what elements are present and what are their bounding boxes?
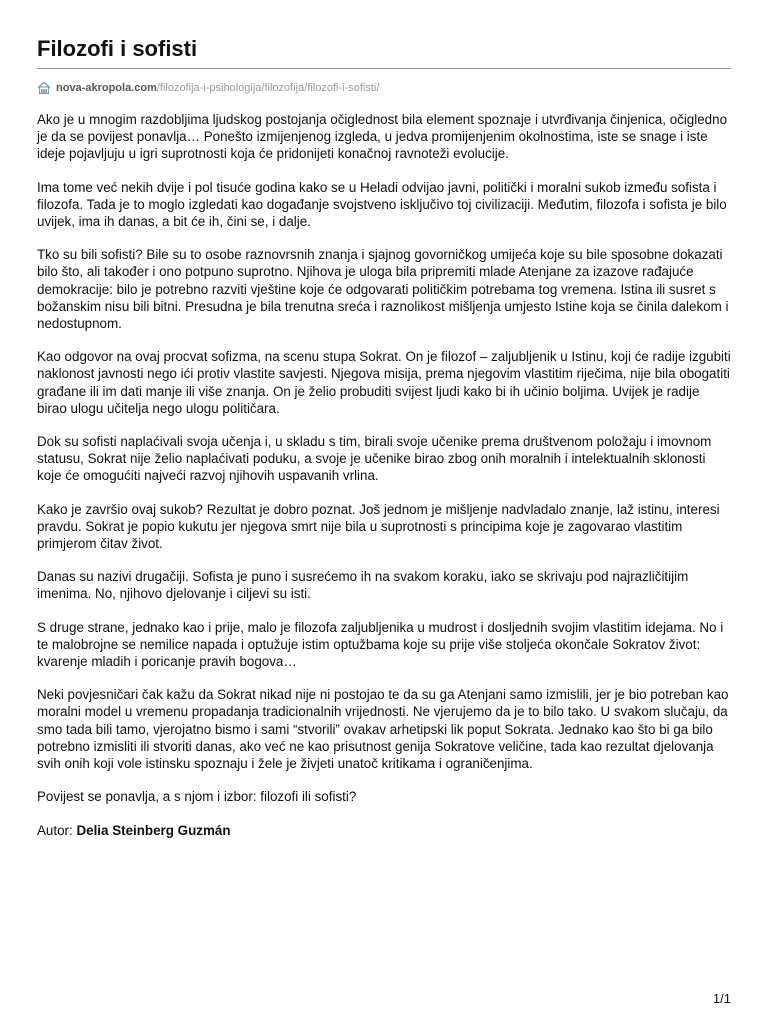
paragraph: Danas su nazivi drugačiji. Sofista je puno i susrećemo ih na svakom koraku, iako se skrivaju pod najrazličitijim imenima. No, njihovo djelovanje i ciljevi su isti. [37, 569, 689, 602]
author-name: Delia Steinberg Guzmán [76, 822, 231, 838]
paragraph: Dok su sofisti naplaćivali svoja učenja i, u skladu s tim, birali svoje učenike prema društvenom položaju i imovnom statusu, Sokrat nije želio naplaćivati poduku, a svoje je učenike birao zbog onih moralnih i intelektualnih sklonosti koje će omogućiti najveći razvoj njihovih uspavanih vrlina. [37, 434, 712, 484]
source-link[interactable] [37, 78, 379, 98]
paragraph: S druge strane, jednako kao i prije, malo je filozofa zaljubljenika u mudrost i dosljednih svojim vlastitim idejama. No i te malobrojne se nemilice napada i optužuje istim optužbama koje su prije više stoljeća okončale Sokratov život: kvarenje mladih i poricanje pravih bogova… [37, 619, 724, 670]
source-path[interactable]: /filozofija-i-psihologija/filozofija/filozofi-i-sofisti/ [156, 82, 380, 94]
paragraph: Ako je u mnogim razdobljima ljudskog postojanja očiglednost bila element spoznaje i utvrđivanja činjenica, očigledno je da se povijest ponavlja… Ponešto izmijenjenog izgleda, u jedva promijenjenim okolnostima, iste se snage i iste ideje pojavljuju u igri suprotnosti koja će pridonijeti konačnoj ravnoteži evolucije. [37, 112, 728, 162]
paragraph: Neki povjesničari čak kažu da Sokrat nikad nije ni postojao te da su ga Atenjani samo izmislili, jer je bio potreban kao moralni model u vremenu propadanja tradicionalnih vrijednosti. Ne vjerujemo da je to bilo tako. U svakom slučaju, da smo tada bili tamo, vjerojatno bismo i sami “stvorili” ovakav arhetipski lik poput Sokrata. Jednako kao što bi ga bilo potrebno izmisliti ili stvoriti danas, ako već ne kao prisutnost genija Sokratove veličine, tada kao rezultat djelovanja svih onih koji vole istinsku spoznaju i žele je živjeti unatoč kritikama i ograničenjima. [37, 687, 729, 772]
home-icon [37, 81, 51, 95]
title-divider [37, 68, 731, 69]
paragraph: Kako je završio ovaj sukob? Rezultat je dobro poznat. Još jednom je mišljenje nadvladalo znanje, laž istinu, interesi pravdu. Sokrat je popio kukutu jer njegova smrt nije bila u suprotnosti s principima koje je zagovarao vlastitim primjerom čitav život. [37, 501, 720, 552]
article-body [37, 111, 731, 855]
page-number: 1/1 [712, 991, 731, 1006]
paragraph: Kao odgovor na ovaj procvat sofizma, na scenu stupa Sokrat. On je filozof – zaljubljenik u Istinu, koji će radije izgubiti naklonost javnosti nego ići protiv vlastite savjesti. Njegova misija, prema njegovim vlastitim riječima, nije bila obogatiti građane ili im dati manje ili više znanja. On je želio probuditi svijest ljudi kako bi ih učinio boljima. Uvijek je radije birao ulogu učitelja nego ulogu političara. [37, 349, 731, 416]
source-domain[interactable]: nova-akropola.com [56, 82, 157, 94]
paragraph: Povijest se ponavlja, a s njom i izbor: filozofi ili sofisti? [37, 789, 357, 805]
author-line [37, 822, 731, 839]
page-title: Filozofi i sofisti [37, 36, 198, 61]
paragraph: Ima tome već nekih dvije i pol tisuće godina kako se u Heladi odvijao javni, politički i moralni sukob između sofista i filozofa. Tada je to moglo izgledati kao događanje svojstveno isključivo toj civilizaciji. Međutim, filozofa i sofista je bilo uvijek, ima ih danas, a bit će ih, čini se, i dalje. [37, 179, 727, 230]
paragraph: Tko su bili sofisti? Bile su to osobe raznovrsnih znanja i sjajnog govorničkog umijeća koje su bile sposobne dokazati bilo što, ali također i ono potpuno suprotno. Njihova je uloga bila pripremiti mlade Atenjane za izazove rađajuće demokracije: bilo je potrebno razviti vještine koje će odgovarati političkim potrebama tog vremena. Istina ili susret s božanskim nisu bili bitni. Presudna je bila trenutna sreća i raznolikost mišljenja umjesto Istine koja se činila dalekom i nedostupnom. [37, 247, 729, 332]
author-label: Autor: [37, 822, 73, 838]
